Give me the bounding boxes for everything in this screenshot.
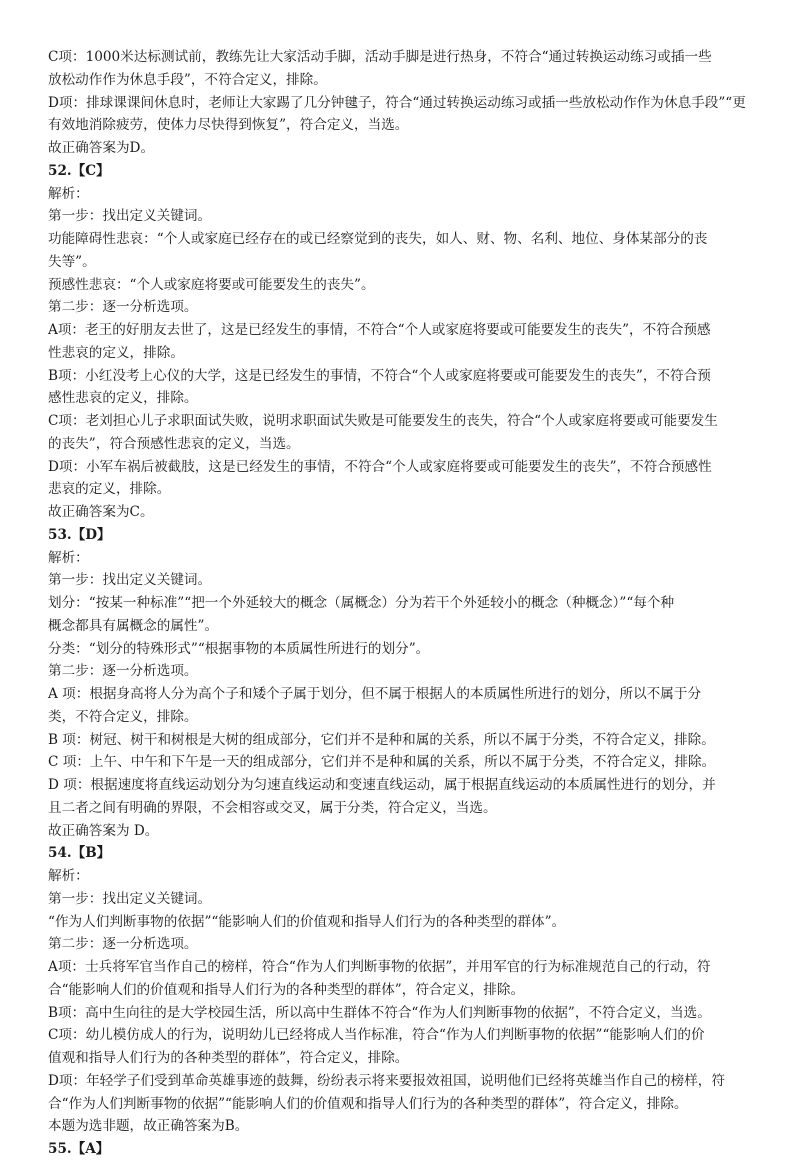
- text-line: A项：士兵将军官当作自己的榜样，符合“作为人们判断事物的依据”，并用军官的行为标准规范自己的行动，符: [48, 959, 711, 975]
- text-line: 功能障碍性悲哀：“个人或家庭已经存在的或已经察觉到的丧失，如人、财、物、名利、地位、身体某部分的丧: [48, 231, 708, 247]
- text-line: 合“作为人们判断事物的依据”“能影响人们的价值观和指导人们行为的各种类型的群体”，符合定义，排除。: [48, 1095, 688, 1112]
- text-line: C 项：上午、中午和下午是一天的组成部分，它们并不是种和属的关系，所以不属于分类，不符合定义，排除。: [48, 754, 716, 771]
- text-line: D项：排球课课间休息时，老师让大家踢了几分钟毽子，符合“通过转换运动练习或插一些放松动作作为休息手段”“更有效地消除疲劳，使体力尽快得到恢复”，符合定义，当选。: [48, 94, 746, 134]
- text-line: 第一步：找出定义关键词。: [48, 890, 212, 907]
- text-line: D项：年轻学子们受到革命英雄事迹的鼓舞，纷纷表示将来要报效祖国，说明他们已经将英雄当作自己的榜样，符: [48, 1072, 725, 1089]
- text-line: 第二步：逐一分析选项。: [48, 663, 198, 680]
- text-line: 失等”。: [48, 253, 96, 270]
- text-line: A 项：根据身高将人分为高个子和矮个子属于划分，但不属于根据人的本质属性所进行的划分，所以不属于分: [48, 686, 702, 702]
- text-line: 本题为选非题，故正确答案为B。: [48, 1118, 249, 1135]
- text-line: 划分：“按某一种标准”“把一个外延较大的概念（属概念）分为若干个外延较小的概念（种概念）”“每个种: [48, 595, 675, 611]
- text-line: “作为人们判断事物的依据”“能影响人们的价值观和指导人们行为的各种类型的群体”。: [48, 913, 566, 930]
- text-line: 第一步：找出定义关键词。: [48, 208, 212, 225]
- text-line: 第二步：逐一分析选项。: [48, 936, 198, 953]
- text-line: A项：老王的好朋友去世了，这是已经发生的事情，不符合“个人或家庭将要或可能要发生的丧失”，不符合预感: [48, 322, 711, 338]
- text-line: 预感性悲哀：“个人或家庭将要或可能要发生的丧失”。: [48, 276, 375, 293]
- answer-explanation-page: [48, 46, 756, 1161]
- text-line: 类，不符合定义，排除。: [48, 708, 198, 725]
- text-line: C项：幼儿模仿成人的行为，说明幼儿已经将成人当作标准，符合“作为人们判断事物的依据”“能影响人们的价: [48, 1027, 705, 1044]
- text-line: 分类：“划分的特殊形式”“根据事物的本质属性所进行的划分”。: [48, 640, 430, 657]
- text-line: 且二者之间有明确的界限，不会相容或交叉，属于分类，符合定义，当选。: [48, 799, 497, 816]
- text-line: B项：高中生向往的是大学校园生活，所以高中生群体不符合“作为人们判断事物的依据”，不符合定义，当选。: [48, 1004, 711, 1021]
- question-number: 52.【C】: [48, 162, 110, 179]
- question-number: 54.【B】: [48, 845, 111, 862]
- text-line: 值观和指导人们行为的各种类型的群体”，符合定义，排除。: [48, 1050, 409, 1066]
- text-line: 感性悲哀的定义，排除。: [48, 390, 198, 407]
- text-line: 故正确答案为D。: [48, 140, 155, 156]
- text-line: B项：小红没考上心仪的大学，这是已经发生的事情，不符合“个人或家庭将要或可能要发生的丧失”，不符合预: [48, 367, 711, 384]
- text-line: 合“能影响人们的价值观和指导人们行为的各种类型的群体”，符合定义，排除。: [48, 981, 525, 998]
- text-line: 解析：: [48, 185, 89, 202]
- text-line: 悲哀的定义，排除。: [48, 481, 171, 498]
- text-line: 解析：: [48, 549, 89, 566]
- text-line: 第二步：逐一分析选项。: [48, 299, 198, 316]
- text-line: 性悲哀的定义，排除。: [48, 344, 184, 361]
- text-line: 的丧失”，符合预感性悲哀的定义，当选。: [48, 435, 300, 452]
- text-line: 第一步：找出定义关键词。: [48, 572, 212, 589]
- question-number: 53.【D】: [48, 526, 111, 543]
- text-line: 故正确答案为C。: [48, 504, 154, 520]
- text-line: 放松动作作为休息手段”，不符合定义，排除。: [48, 71, 327, 88]
- text-line: 解析：: [48, 868, 89, 884]
- text-line: D 项：根据速度将直线运动划分为匀速直线运动和变速直线运动，属于根据直线运动的本质属性进行的划分，并: [48, 777, 716, 793]
- text-line: C项：1000米达标测试前，教练先让大家活动手脚，活动手脚是进行热身，不符合“通过转换运动练习或插一些: [48, 49, 712, 65]
- text-line: D项：小军车祸后被截肢，这是已经发生的事情，不符合“个人或家庭将要或可能要发生的丧失”，不符合预感性: [48, 458, 712, 475]
- text-line: B 项：树冠、树干和树根是大树的组成部分，它们并不是种和属的关系，所以不属于分类，不符合定义，排除。: [48, 731, 715, 748]
- question-number: 55.【A】: [48, 1141, 110, 1157]
- text-line: 故正确答案为 D。: [48, 822, 159, 839]
- text-line: C项：老刘担心儿子求职面试失败，说明求职面试失败是可能要发生的丧失，符合“个人或家庭将要或可能要发生: [48, 413, 718, 429]
- text-line: 概念都具有属概念的属性”。: [48, 617, 219, 634]
